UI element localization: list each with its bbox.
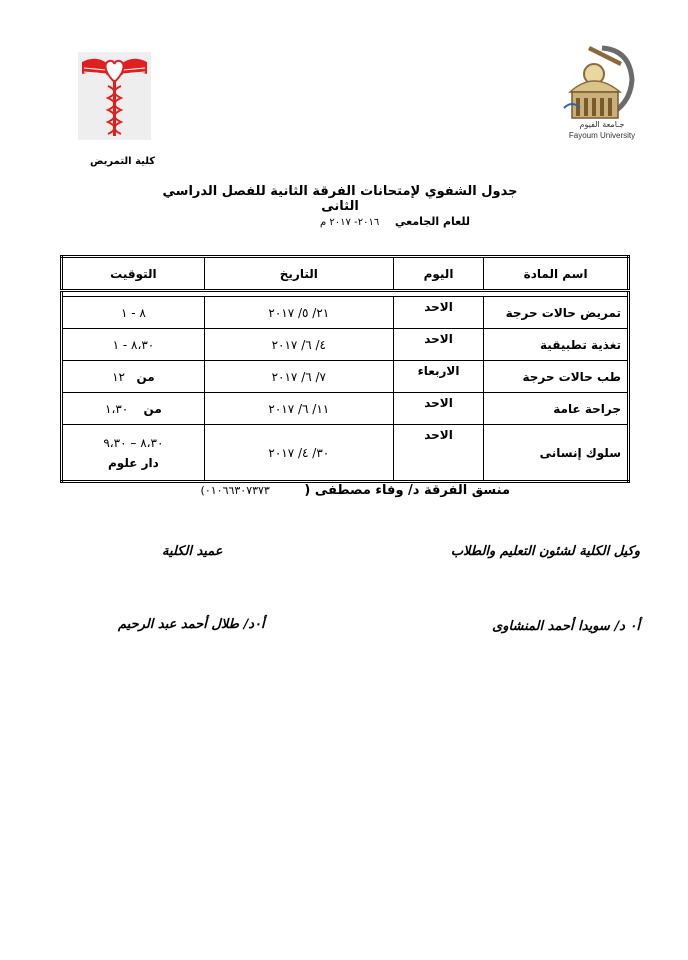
exam-location: دار علوم [108,455,159,470]
cell-subject: جراحة عامة [484,393,629,425]
table-row [62,329,629,361]
coordinator-label: منسق الفرقة د/ وفاء مصطفى ( [304,483,510,498]
academic-year-value: ٢٠١٦- ٢٠١٧ م [320,217,380,228]
cell-date: ٤/ ٦/ ٢٠١٧ [204,329,393,361]
cell-day: الاحد [393,297,483,329]
university-name-ar: جـامعة الفيوم [579,120,625,129]
cell-subject: طب حالات حرجة [484,361,629,393]
time-value: ١٢ [112,369,125,384]
vice-dean-name: أ٠ د/ سويدا أحمد المنشاوى [492,619,640,634]
academic-year [230,215,470,228]
cell-subject: تغذية تطبيقية [484,329,629,361]
faculty-name: كلية التمريض [90,156,156,167]
cell-subject: سلوك إنسانى [484,425,629,482]
cell-subject: تمريض حالات حرجة [484,297,629,329]
academic-year-label: للعام الجامعي [395,215,470,228]
dean-name: أ٠د/ طلال أحمد عبد الرحيم [118,617,265,632]
time-value: ١،٣٠ [105,401,129,416]
cell-date: ٣٠/ ٤/ ٢٠١٧ [204,425,393,482]
exam-schedule-table [60,255,630,483]
table-row [62,361,629,393]
nursing-faculty-logo [78,52,151,140]
cell-time [62,361,205,393]
table-row [62,425,629,482]
header-date: التاريخ [204,257,393,291]
header-day: اليوم [393,257,483,291]
university-name-en: Fayoum University [568,131,636,140]
cell-time [62,425,205,482]
cell-day: الاحد [393,329,483,361]
time-prefix: من [143,401,162,416]
header-subject: اسم المادة [484,257,629,291]
cell-time: ٨،٣٠ - ١ [62,329,205,361]
vice-dean-title: وكيل الكلية لشئون التعليم والطلاب [450,544,640,559]
document-title: جدول الشفوي لإمتحانات الفرقة الثانية للفصل الدراسي الثانى [162,184,518,214]
table-header-row [62,257,629,291]
cell-day: الاربعاء [393,361,483,393]
cell-day: الاحد [393,425,483,482]
cell-date: ٧/ ٦/ ٢٠١٧ [204,361,393,393]
time-value: ٨،٣٠ – ٩،٣٠ [103,435,164,450]
cell-day: الاحد [393,393,483,425]
table-row [62,297,629,329]
header-time: التوقيت [62,257,205,291]
dean-title: عميد الكلية [162,544,223,559]
table-row [62,393,629,425]
coordinator-phone: ٠١٠٦٦٣٠٧٣٧٣) [200,484,270,497]
cell-date: ٢١/ ٥/ ٢٠١٧ [204,297,393,329]
time-prefix: من [136,369,155,384]
cell-time: ٨ - ١ [62,297,205,329]
fayoum-university-logo [560,40,644,144]
coordinator-line [190,483,510,498]
cell-date: ١١/ ٦/ ٢٠١٧ [204,393,393,425]
cell-time [62,393,205,425]
